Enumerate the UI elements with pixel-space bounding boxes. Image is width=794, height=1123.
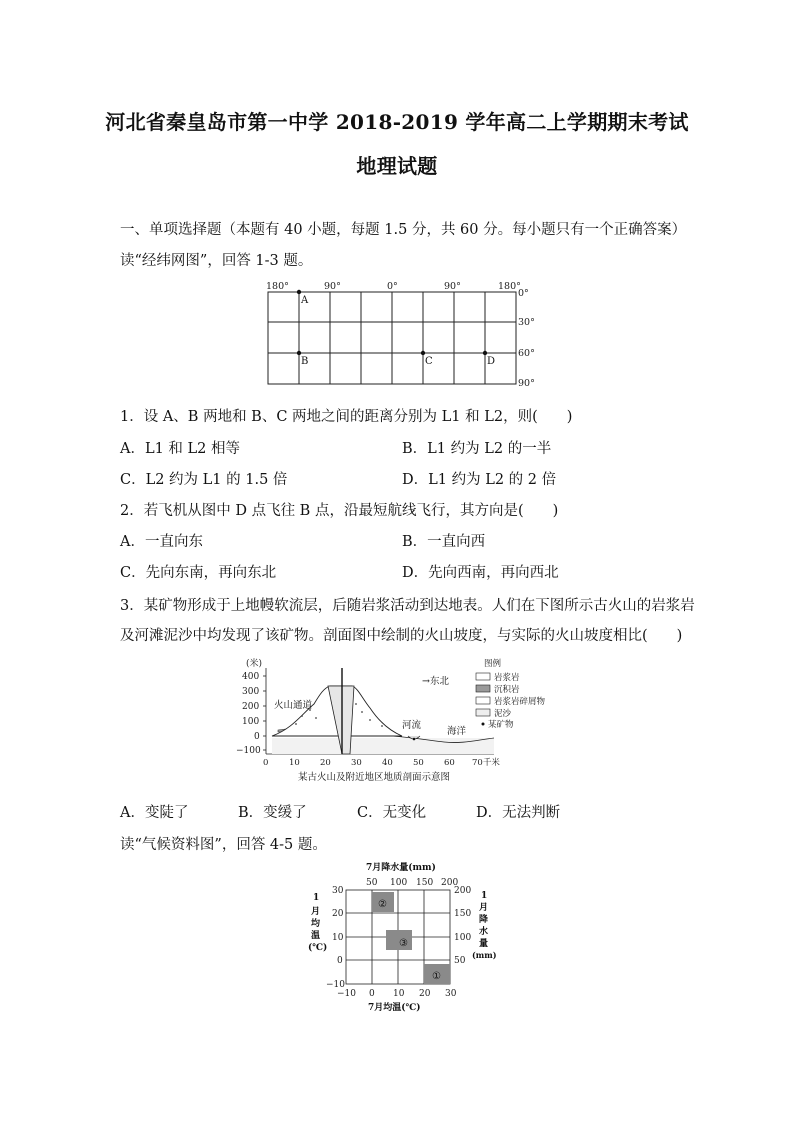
q1-option-a[interactable]: A．L1 和 L2 相等	[120, 441, 241, 457]
legend-sediment: 泥沙	[494, 709, 512, 719]
volcano-y-unit: (米)	[246, 659, 263, 669]
right-title-liang: 量	[479, 939, 489, 949]
label-volcanic-channel: 火山通道	[274, 700, 313, 711]
q2-option-d[interactable]: D．先向西南，再向西北	[402, 565, 559, 581]
legend-sedimentary: 沉积岩	[494, 685, 520, 695]
bottom-tick-0: 0	[369, 989, 375, 999]
climate-top-title: 7月降水量(mm)	[366, 863, 436, 873]
graticule-figure	[258, 278, 538, 390]
point-c	[421, 351, 425, 355]
x-tick-70km: 70千米	[472, 758, 500, 768]
right-label-90: 90°	[518, 378, 535, 389]
point-a	[297, 290, 301, 294]
right-tick-150: 150	[454, 909, 472, 919]
y-tick-200: 200	[242, 702, 260, 712]
label-river: 河流	[402, 720, 422, 731]
climate-bottom-title: 7月均温(℃)	[368, 1003, 421, 1013]
marker-2: ②	[378, 899, 387, 910]
point-d	[483, 351, 487, 355]
left-tick-minus10: −10	[326, 980, 345, 990]
legend-mineral: 某矿物	[488, 720, 514, 730]
question-3-stem-line1: 3．某矿物形成于上地幔软流层，后随岩浆活动到达地表。人们在下图所示古火山的岩浆岩	[120, 598, 695, 614]
right-title-unit: (mm)	[472, 950, 496, 960]
label-direction-northeast: →东北	[422, 676, 449, 687]
bottom-tick-30: 30	[445, 989, 457, 999]
x-tick-10: 10	[289, 758, 300, 768]
left-tick-10: 10	[332, 933, 344, 943]
y-tick-300: 300	[242, 687, 260, 697]
top-tick-100: 100	[390, 878, 408, 888]
climate-figure	[306, 858, 496, 1018]
top-label-180e: 180°	[498, 281, 521, 292]
point-d-label: D	[487, 356, 496, 367]
point-a-label: A	[301, 295, 309, 306]
legend-igneous: 岩浆岩	[494, 673, 520, 683]
label-ocean: 海洋	[447, 726, 467, 737]
q3-option-a[interactable]: A．变陡了	[120, 805, 189, 821]
point-c-label: C	[425, 356, 433, 367]
q1-option-c[interactable]: C．L2 约为 L1 的 1.5 倍	[120, 472, 288, 488]
question-1-stem: 1．设 A、B 两地和 B、C 两地之间的距离分别为 L1 和 L2，则( )	[120, 409, 573, 425]
right-tick-200: 200	[454, 886, 472, 896]
point-b-label: B	[301, 356, 309, 367]
top-tick-50: 50	[366, 878, 378, 888]
y-tick-minus100: −100	[236, 746, 261, 756]
right-title-jiang: 降	[479, 915, 489, 925]
right-label-60: 60°	[518, 348, 535, 359]
question-3-stem-line2: 及河滩泥沙中均发现了该矿物。剖面图中绘制的火山坡度，与实际的火山坡度相比( )	[120, 628, 683, 644]
x-tick-50: 50	[413, 758, 424, 768]
legend-swatch-igneous	[476, 673, 490, 680]
q2-option-a[interactable]: A．一直向东	[120, 534, 203, 550]
left-title-unit: (℃)	[308, 943, 328, 953]
y-tick-100: 100	[242, 717, 260, 727]
q1-option-b[interactable]: B．L1 约为 L2 的一半	[402, 441, 552, 457]
marker-1: ①	[432, 971, 441, 982]
q3-option-c[interactable]: C．无变化	[357, 805, 427, 821]
right-tick-100: 100	[454, 933, 472, 943]
point-b	[297, 351, 301, 355]
left-title-1: 1	[313, 893, 320, 903]
bottom-tick-minus10: −10	[337, 989, 356, 999]
question-2-stem: 2．若飞机从图中 D 点飞往 B 点，沿最短航线飞行，其方向是( )	[120, 503, 559, 519]
legend-debris: 岩浆岩碎屑物	[494, 697, 546, 707]
q2-option-c[interactable]: C．先向东南，再向东北	[120, 565, 277, 581]
top-label-180w: 180°	[266, 281, 289, 292]
right-title-shui: 水	[479, 927, 489, 937]
left-tick-0: 0	[337, 956, 343, 966]
volcano-figure	[232, 654, 562, 788]
legend-swatch-sedimentary	[476, 685, 490, 692]
right-title-1: 1	[481, 891, 488, 901]
marker-3: ③	[399, 938, 408, 949]
x-tick-40: 40	[382, 758, 393, 768]
x-tick-20: 20	[320, 758, 331, 768]
right-title-yue: 月	[479, 903, 489, 913]
x-tick-30: 30	[351, 758, 362, 768]
left-tick-30: 30	[332, 886, 344, 896]
bottom-tick-20: 20	[419, 989, 431, 999]
q3-option-d[interactable]: D．无法判断	[476, 805, 561, 821]
top-tick-150: 150	[416, 878, 434, 888]
q1-option-d[interactable]: D．L1 约为 L2 的 2 倍	[402, 472, 557, 488]
top-label-90w: 90°	[324, 281, 341, 292]
top-label-90e: 90°	[444, 281, 461, 292]
section-heading: 一、单项选择题（本题有 40 小题，每题 1.5 分，共 60 分。每小题只有一个正确答案）	[120, 222, 687, 238]
legend-title: 图例	[484, 659, 502, 669]
left-title-wen: 温	[311, 931, 321, 941]
legend-swatch-mineral	[482, 723, 485, 726]
top-label-0: 0°	[387, 281, 398, 292]
intro-climate: 读“气候资料图”，回答 4-5 题。	[120, 837, 327, 853]
right-label-30: 30°	[518, 317, 535, 328]
right-label-0: 0°	[518, 288, 529, 299]
legend-swatch-debris	[476, 697, 490, 704]
q3-option-b[interactable]: B．变缓了	[238, 805, 307, 821]
page-title: 河北省秦皇岛市第一中学 2018-2019 学年高二上学期期末考试	[105, 110, 689, 134]
y-tick-400: 400	[242, 672, 260, 682]
left-tick-20: 20	[332, 909, 344, 919]
left-title-yue: 月	[311, 907, 321, 917]
left-title-jun: 均	[311, 919, 321, 929]
bottom-tick-10: 10	[393, 989, 405, 999]
legend-swatch-sediment	[476, 709, 490, 716]
x-tick-0: 0	[263, 758, 269, 768]
top-tick-200: 200	[441, 878, 459, 888]
right-tick-50: 50	[454, 956, 466, 966]
volcano-caption: 某古火山及附近地区地质剖面示意图	[298, 772, 451, 783]
x-tick-60: 60	[444, 758, 455, 768]
page-subtitle: 地理试题	[356, 154, 438, 178]
q2-option-b[interactable]: B．一直向西	[402, 534, 486, 550]
intro-grid-map: 读“经纬网图”，回答 1-3 题。	[120, 253, 313, 269]
y-tick-0: 0	[254, 732, 260, 742]
